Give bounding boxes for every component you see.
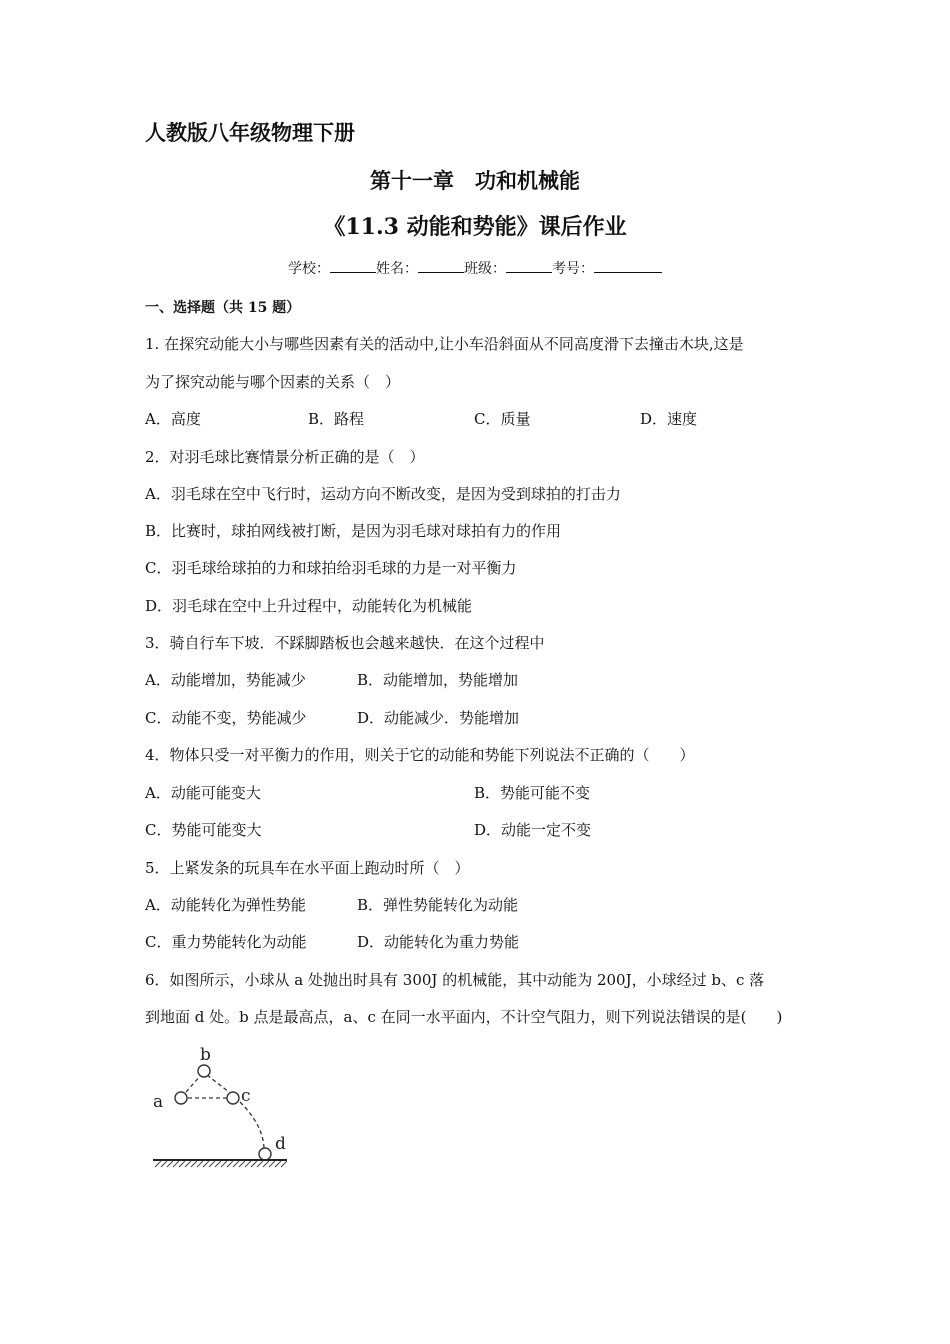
number-label: 考号： — [552, 261, 594, 277]
name-label: 姓名： — [376, 261, 418, 277]
hatch-mark — [173, 1161, 179, 1167]
ball-d — [259, 1148, 271, 1160]
label-a: a — [153, 1092, 164, 1112]
label-d: d — [275, 1134, 286, 1154]
hatch-mark — [203, 1161, 209, 1167]
section-title: 一、选择题（共 15 题） — [145, 300, 301, 316]
class-label: 班级： — [464, 261, 506, 277]
class-blank[interactable] — [506, 258, 552, 273]
hatch-mark — [233, 1161, 239, 1167]
number-blank[interactable] — [594, 258, 662, 273]
question-1-option-b: B．路程 — [308, 410, 365, 428]
question-3-line-1: 3．骑自行车下坡．不踩脚踏板也会越来越快．在这个过程中 — [145, 634, 545, 652]
question-2-option-d: D．羽毛球在空中上升过程中，动能转化为机械能 — [145, 597, 473, 615]
hatch-mark — [185, 1161, 191, 1167]
hatch-mark — [179, 1161, 185, 1167]
question-1-line-2: 为了探究动能与哪个因素的关系（ ） — [145, 373, 401, 391]
hatch-mark — [275, 1161, 281, 1167]
question-1-line-1: 1. 在探究动能大小与哪些因素有关的活动中,让小车沿斜面从不同高度滑下去撞击木块,这是 — [145, 335, 744, 353]
question-5-option-a: A．动能转化为弹性势能 — [145, 896, 306, 914]
ball-b — [198, 1065, 210, 1077]
question-2-option-c: C．羽毛球给球拍的力和球拍给羽毛球的力是一对平衡力 — [145, 559, 517, 577]
school-blank[interactable] — [330, 258, 376, 273]
hatch-mark — [215, 1161, 221, 1167]
question-6-line-2: 到地面 d 处。b 点是最高点，a、c 在同一水平面内，不计空气阻力，则下列说法错误的是( ) — [145, 1008, 783, 1026]
question-1-option-a: A．高度 — [145, 410, 201, 428]
hatch-mark — [269, 1161, 275, 1167]
trajectory-diagram — [145, 1040, 305, 1175]
question-4-option-b: B．势能可能不变 — [474, 784, 591, 802]
question-5-option-b: B．弹性势能转化为动能 — [357, 896, 519, 914]
question-5-line-1: 5．上紧发条的玩具车在水平面上跑动时所（ ） — [145, 859, 470, 877]
hatch-mark — [209, 1161, 215, 1167]
question-3-option-a: A．动能增加，势能减少 — [145, 671, 306, 689]
question-5-option-d: D．动能转化为重力势能 — [357, 933, 520, 951]
student-info-row — [0, 258, 950, 278]
question-4-option-c: C．势能可能变大 — [145, 821, 262, 839]
school-label: 学校： — [288, 261, 330, 277]
question-4-option-d: D．动能一定不变 — [474, 821, 592, 839]
hatch-mark — [251, 1161, 257, 1167]
hatch-mark — [239, 1161, 245, 1167]
hatch-mark — [257, 1161, 263, 1167]
hatch-mark — [227, 1161, 233, 1167]
question-6-line-1: 6．如图所示，小球从 a 处抛出时具有 300J 的机械能，其中动能为 200J，小球经过 b、c 落 — [145, 971, 765, 989]
lesson-title: 《11.3 动能和势能》课后作业 — [323, 214, 627, 240]
ball-c — [227, 1092, 239, 1104]
name-blank[interactable] — [418, 258, 464, 273]
question-1-option-c: C．质量 — [474, 410, 531, 428]
label-c: c — [241, 1086, 251, 1106]
hatch-mark — [167, 1161, 173, 1167]
question-3-option-c: C．动能不变，势能减少 — [145, 709, 307, 727]
ball-a — [175, 1092, 187, 1104]
hatch-mark — [245, 1161, 251, 1167]
question-3-option-d: D．动能减少．势能增加 — [357, 709, 520, 727]
question-3-option-b: B．动能增加，势能增加 — [357, 671, 519, 689]
question-1-option-d: D．速度 — [640, 410, 698, 428]
hatch-mark — [161, 1161, 167, 1167]
hatch-mark — [263, 1161, 269, 1167]
question-2-option-a: A．羽毛球在空中飞行时，运动方向不断改变，是因为受到球拍的打击力 — [145, 485, 621, 503]
label-b: b — [200, 1045, 211, 1065]
question-2-option-b: B．比赛时，球拍网线被打断，是因为羽毛球对球拍有力的作用 — [145, 522, 562, 540]
question-4-option-a: A．动能可能变大 — [145, 784, 261, 802]
question-5-option-c: C．重力势能转化为动能 — [145, 933, 307, 951]
hatch-mark — [155, 1161, 161, 1167]
trajectory-path — [186, 1075, 264, 1148]
chapter-title: 第十一章 功和机械能 — [370, 168, 580, 193]
question-2-line-1: 2．对羽毛球比赛情景分析正确的是（ ） — [145, 448, 425, 466]
hatch-mark — [191, 1161, 197, 1167]
ground-hatching — [155, 1161, 287, 1167]
hatch-mark — [221, 1161, 227, 1167]
question-4-line-1: 4．物体只受一对平衡力的作用，则关于它的动能和势能下列说法不正确的（ ） — [145, 746, 695, 764]
series-title: 人教版八年级物理下册 — [145, 120, 355, 145]
hatch-mark — [197, 1161, 203, 1167]
hatch-mark — [281, 1161, 287, 1167]
